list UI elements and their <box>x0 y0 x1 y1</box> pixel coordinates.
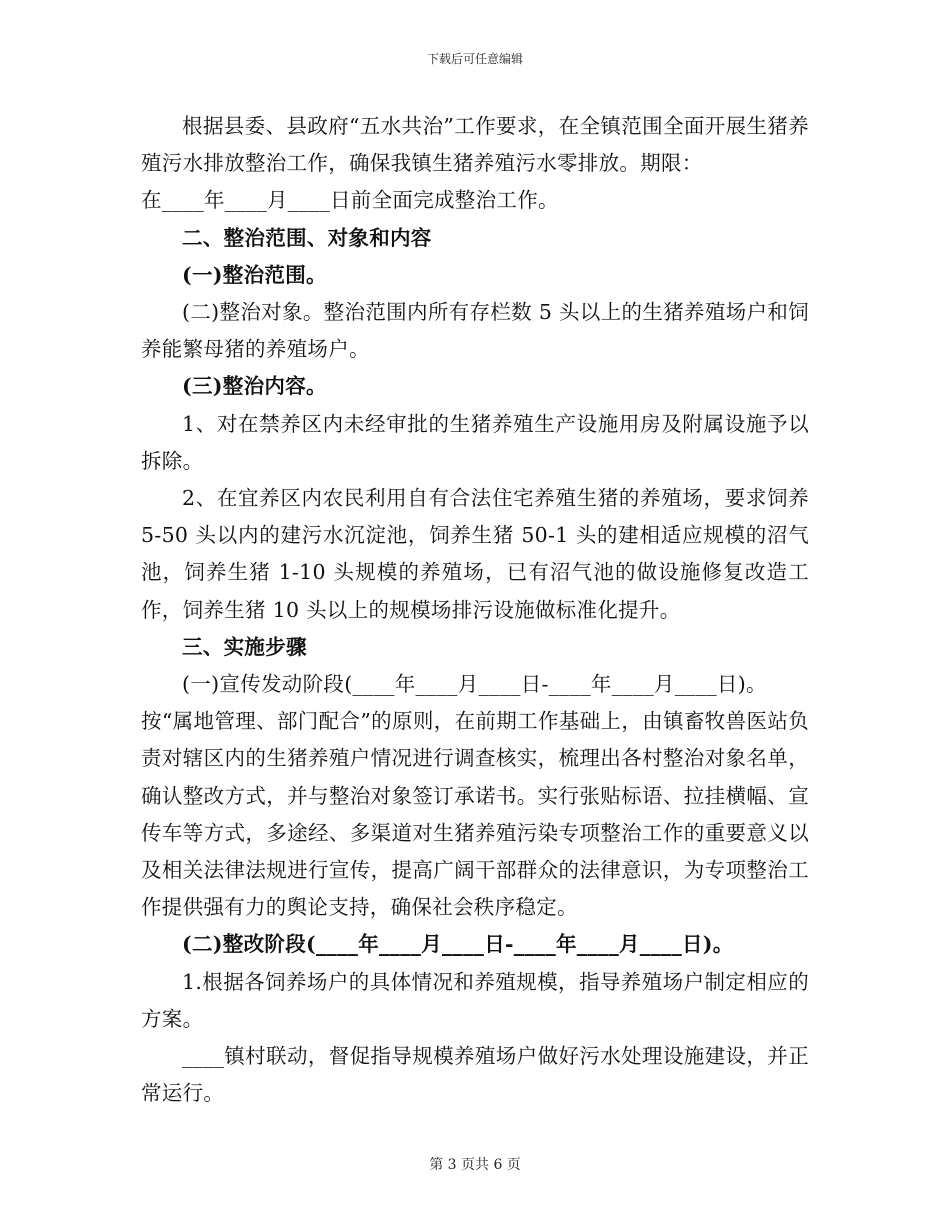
paragraph-targets: (二)整治对象。整治范围内所有存栏数 5 头以上的生猪养殖场户和饲养能繁母猪的养殖场户。 <box>141 300 809 362</box>
paragraph-phase-1-detail: 按“属地管理、部门配合”的原则，在前期工作基础上，由镇畜牧兽医站负责对辖区内的生猪养殖户情况进行调查核实，梳理出各村整治对象名单，确认整改方式，并与整治对象签订承诺书。实行张贴标语、拉挂横幅、宣传车等方式，多途经、多渠道对生猪养殖污染专项整治工作的重要意义以及相关法律法规进行宣传，提高广阔干部群众的法律意识，为专项整治工作提供强有力的舆论支持，确保社会秩序稳定。 <box>141 709 809 920</box>
paragraph-item-2: 2、在宜养区内农民利用自有合法住宅养殖生猪的养殖场，要求饲养 5-50 头以内的建污水沉淀池，饲养生猪 50-1 头的建相适应规模的沼气池，饲养生猪 1-10 头规模的养殖场，已有沼气池的做设施修复改造工作，饲养生猪 10 头以上的规模场排污设施做标准化提升。 <box>141 486 809 622</box>
paragraph-intro: 根据县委、县政府“五水共治”工作要求，在全镇范围全面开展生猪养殖污水排放整治工作，确保我镇生猪养殖污水零排放。期限： <box>141 114 809 176</box>
paragraph-phase-1: (一)宣传发动阶段(____年____月____日-____年____月____日)。 <box>182 672 767 697</box>
page-header: 下载后可任意编辑 <box>426 52 523 66</box>
paragraph-phase-2-item-2: ____镇村联动，督促指导规模养殖场户做好污水处理设施建设，并正常运行。 <box>141 1044 809 1106</box>
heading-section-3: 三、实施步骤 <box>182 634 307 659</box>
heading-section-2: 二、整治范围、对象和内容 <box>182 225 432 250</box>
page-footer: 第 3 页共 6 页 <box>429 1157 521 1173</box>
paragraph-item-1: 1、对在禁养区内未经审批的生猪养殖生产设施用房及附属设施予以拆除。 <box>141 411 809 473</box>
subheading-content: (三)整治内容。 <box>182 374 327 399</box>
paragraph-deadline: 在____年____月____日前全面完成整治工作。 <box>141 188 559 213</box>
subheading-phase-2: (二)整改阶段(____年____月____日-____年____月____日)。 <box>182 932 734 957</box>
document-body <box>141 108 809 1112</box>
subheading-scope: (一)整治范围。 <box>182 262 327 287</box>
paragraph-phase-2-item-1: 1.根据各饲养场户的具体情况和养殖规模，指导养殖场户制定相应的方案。 <box>141 969 809 1031</box>
